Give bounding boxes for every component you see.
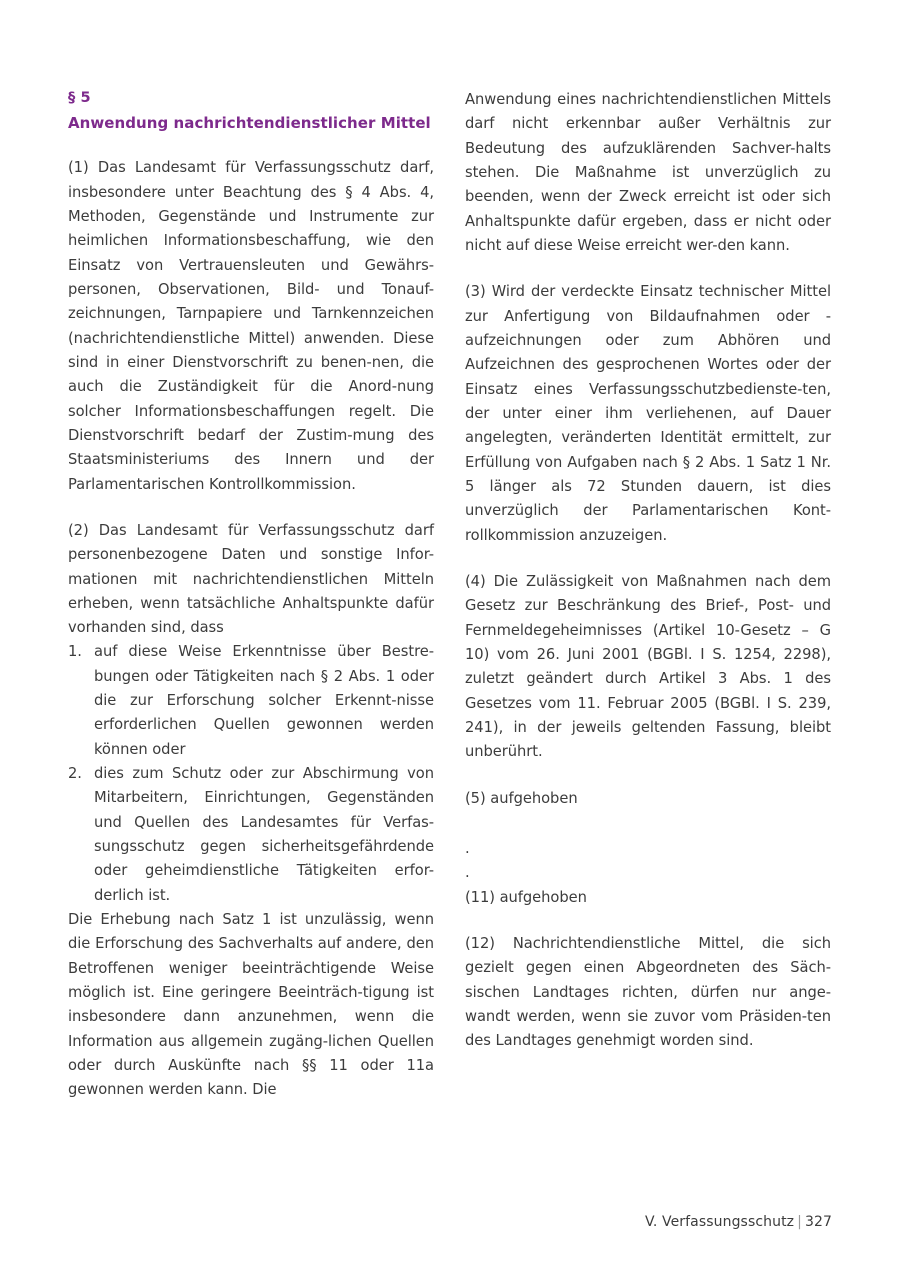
ellipsis-dot: .: [465, 839, 470, 857]
paragraph-3: (3) Wird der verdeckte Einsatz technischer Mittel zur Anfertigung von Bildaufnahmen oder -aufzeichnungen oder zum Abhören und Aufzeichnen des gesprochenen Wortes oder der Einsatz eines Verfassungsschutzbedienste-ten, der unter einer ihm verliehenen, auf Dauer angelegten, veränderten Identität ermittelt, zur Erfüllung von Aufgaben nach § 2 Abs. 1 Satz 1 Nr. 5 länger als 72 Stunden dauern, ist dies unverzüglich der Parlamentarischen Kont-rollkommission anzuzeigen.: [465, 283, 831, 544]
omitted-paragraphs-ellipsis: [465, 837, 831, 886]
paragraph-2-continued: Anwendung eines nachrichtendienstlichen Mittels darf nicht erkennbar außer Verhältnis zur Bedeutung des aufzuklärenden Sachver-halts stehen. Die Maßnahme ist unverzüglich zu beenden, wenn der Zweck erreicht ist oder sich Anhaltspunkte dafür ergeben, dass er nicht oder nicht auf diese Weise erreicht wer-den kann.: [465, 91, 831, 254]
ellipsis-dot: .: [465, 864, 470, 882]
two-column-layout: [68, 88, 832, 1103]
paragraph-12: (12) Nachrichtendienstliche Mittel, die sich gezielt gegen einen Abgeordneten des Säch-sischen Landtages richten, dürfen nur ange-wandt werden, wenn sie zuvor vom Präsiden-ten des Landtages genehmigt worden sind.: [465, 934, 831, 1050]
list-item-marker: 2.: [68, 765, 82, 783]
paragraph-11: (11) aufgehoben: [465, 888, 587, 906]
paragraph-2-intro: (2) Das Landesamt für Verfassungsschutz darf personenbezogene Daten und sonstige Infor-mationen mit nachrichtendienstlichen Mitteln erheben, wenn tatsächliche Anhaltspunkte dafür vorhanden sind, dass: [68, 521, 434, 637]
section-title: Anwendung nachrichtendienstlicher Mittel: [68, 113, 431, 132]
list-item-marker: 1.: [68, 643, 82, 661]
paragraph-2-tail: Die Erhebung nach Satz 1 ist unzulässig, wenn die Erforschung des Sachverhalts auf andere, den Betroffenen weniger beeinträchtigende Weise möglich ist. Eine geringere Beeinträch-tigung ist insbesondere dann anzunehmen, wenn die Information aus allgemein zugäng-lichen Quellen oder durch Auskünfte nach §§ 11 oder 11a gewonnen werden kann. Die: [68, 911, 434, 1099]
page-footer: [645, 1214, 832, 1230]
paragraph-1: (1) Das Landesamt für Verfassungsschutz darf, insbesondere unter Beachtung des § 4 Abs. 4, Methoden, Gegenstände und Instrumente zur heimlichen Informationsbeschaffung, wie den Einsatz von Vertrauensleuten und Gewährs-personen, Observationen, Bild- und Tonauf-zeichnungen, Tarnpapiere und Tarnkennzeichen (nachrichtendienstliche Mittel) anwenden. Diese sind in einer Dienstvorschrift zu benen-nen, die auch die Zuständigkeit für die Anord-nung solcher Informationsbeschaffungen regelt. Die Dienstvorschrift bedarf der Zustim-mung des Staatsministeriums des Innern und der Parlamentarischen Kontrollkommission.: [68, 159, 434, 493]
list-item: [68, 640, 434, 762]
left-column: [68, 88, 434, 1103]
paragraph-4: (4) Die Zulässigkeit von Maßnahmen nach dem Gesetz zur Beschränkung des Brief-, Post- und Fernmeldegeheimnisses (Artikel 10-Gesetz – G 10) vom 26. Juni 2001 (BGBl. I S. 1254, 2298), zuletzt geändert durch Artikel 3 Abs. 1 des Gesetzes vom 11. Februar 2005 (BGBl. I S. 239, 241), in der jeweils geltenden Fassung, bleibt unberührt.: [465, 572, 831, 761]
footer-page-number: 327: [804, 1214, 832, 1230]
list-item-text: auf diese Weise Erkenntnisse über Bestre-bungen oder Tätigkeiten nach § 2 Abs. 1 oder die zur Erforschung solcher Erkennt-nisse erforderlichen Quellen gewonnen werden können oder: [94, 643, 434, 758]
right-column: [465, 88, 831, 1103]
section-number: § 5: [68, 90, 91, 106]
footer-separator: |: [797, 1214, 802, 1230]
list-item-text: dies zum Schutz oder zur Abschirmung von Mitarbeitern, Einrichtungen, Gegenständen und Quellen des Landesamtes für Verfas-sungsschutz gegen sicherheitsgefährdende oder geheimdienstliche Tätigkeiten erfor-derlich ist.: [94, 765, 434, 904]
footer-chapter: V. Verfassungsschutz: [645, 1214, 795, 1230]
paragraph-5: (5) aufgehoben: [465, 789, 578, 807]
list-item: [68, 762, 434, 908]
numbered-list: [68, 640, 434, 908]
